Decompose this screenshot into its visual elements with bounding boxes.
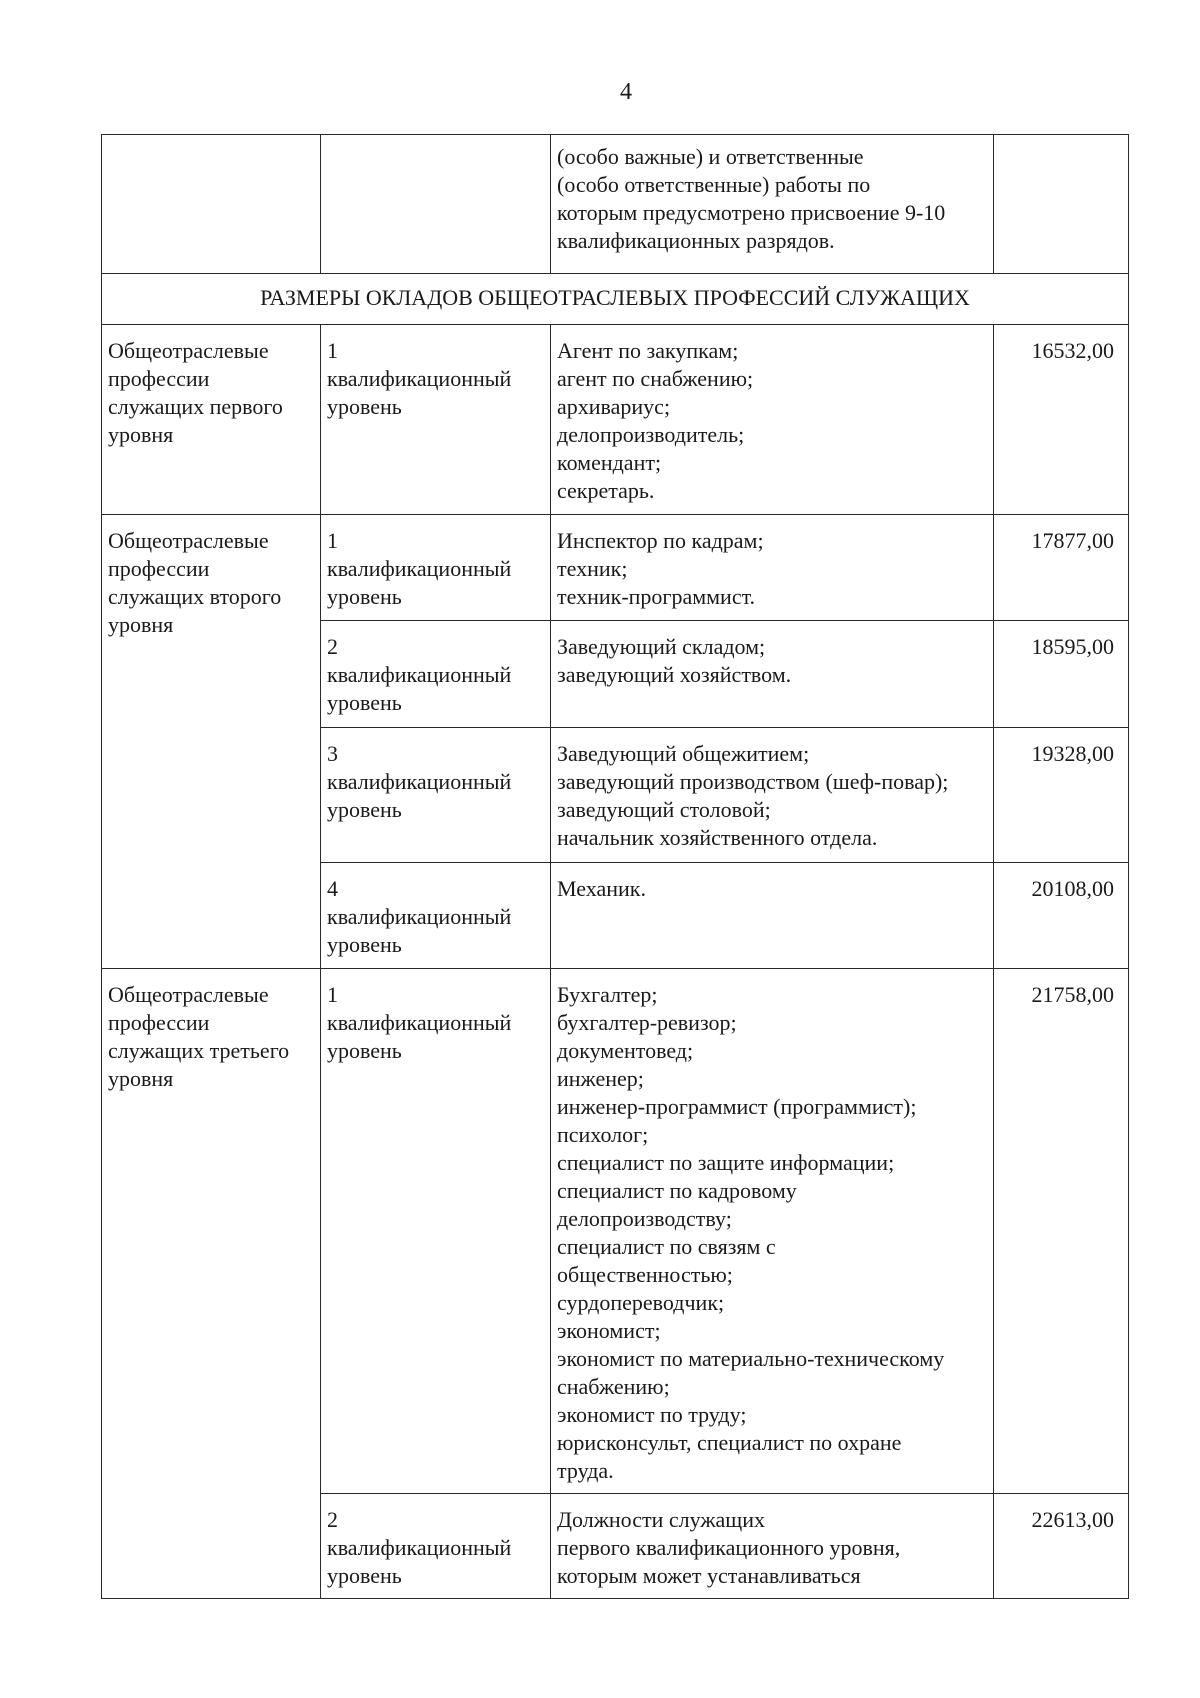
salary-cell: 18595,00 xyxy=(994,621,1129,728)
table-row xyxy=(102,515,1129,621)
level-cell: 1 квалификационный уровень xyxy=(321,515,551,621)
group-name-cell: Общеотраслевые профессии служащих третьего уровня xyxy=(102,969,321,1599)
table-row-continuation xyxy=(102,135,1129,274)
positions-cell: Механик. xyxy=(551,863,994,969)
level-cell: 1 квалификационный уровень xyxy=(321,969,551,1494)
salary-cell: 16532,00 xyxy=(994,325,1129,515)
level-cell: 2 квалификационный уровень xyxy=(321,1494,551,1599)
salary-cell: 19328,00 xyxy=(994,728,1129,863)
salary-cell: 17877,00 xyxy=(994,515,1129,621)
positions-cell: Заведующий складом; заведующий хозяйством. xyxy=(551,621,994,728)
level-cell xyxy=(321,135,551,274)
group-name-cell: Общеотраслевые профессии служащих второго уровня xyxy=(102,515,321,969)
group-cell xyxy=(102,135,321,274)
positions-cell: Должности служащих первого квалификационного уровня, которым может устанавливаться xyxy=(551,1494,994,1599)
salary-cell: 22613,00 xyxy=(994,1494,1129,1599)
positions-cell: Агент по закупкам; агент по снабжению; архивариус; делопроизводитель; комендант; секретарь. xyxy=(551,325,994,515)
positions-cell: Инспектор по кадрам; техник; техник-программист. xyxy=(551,515,994,621)
positions-cell: (особо важные) и ответственные (особо ответственные) работы по которым предусмотрено присвоение 9-10 квалификационных разрядов. xyxy=(551,135,994,274)
page-number: 4 xyxy=(620,79,632,105)
level-cell: 1 квалификационный уровень xyxy=(321,325,551,515)
positions-cell: Бухгалтер; бухгалтер-ревизор; документовед; инженер; инженер-программист (программист); психолог; специалист по защите информации; специалист по кадровому делопроизводству; специалист по связям с общественностью; сурдопереводчик; экономист; экономист по материально-техническому снабжению; экономист по труду; юрисконсульт, специалист по охране труда. xyxy=(551,969,994,1494)
level-cell: 2 квалификационный уровень xyxy=(321,621,551,728)
positions-cell: Заведующий общежитием; заведующий производством (шеф-повар); заведующий столовой; начальник хозяйственного отдела. xyxy=(551,728,994,863)
table-row xyxy=(102,325,1129,515)
table-row-section-heading xyxy=(102,274,1129,325)
salary-cell xyxy=(994,135,1129,274)
level-cell: 4 квалификационный уровень xyxy=(321,863,551,969)
group-name-cell: Общеотраслевые профессии служащих первого уровня xyxy=(102,325,321,515)
salary-cell: 20108,00 xyxy=(994,863,1129,969)
salary-table xyxy=(101,134,1129,1599)
salary-cell: 21758,00 xyxy=(994,969,1129,1494)
level-cell: 3 квалификационный уровень xyxy=(321,728,551,863)
table-row xyxy=(102,969,1129,1494)
section-heading: РАЗМЕРЫ ОКЛАДОВ ОБЩЕОТРАСЛЕВЫХ ПРОФЕССИЙ СЛУЖАЩИХ xyxy=(102,274,1129,325)
